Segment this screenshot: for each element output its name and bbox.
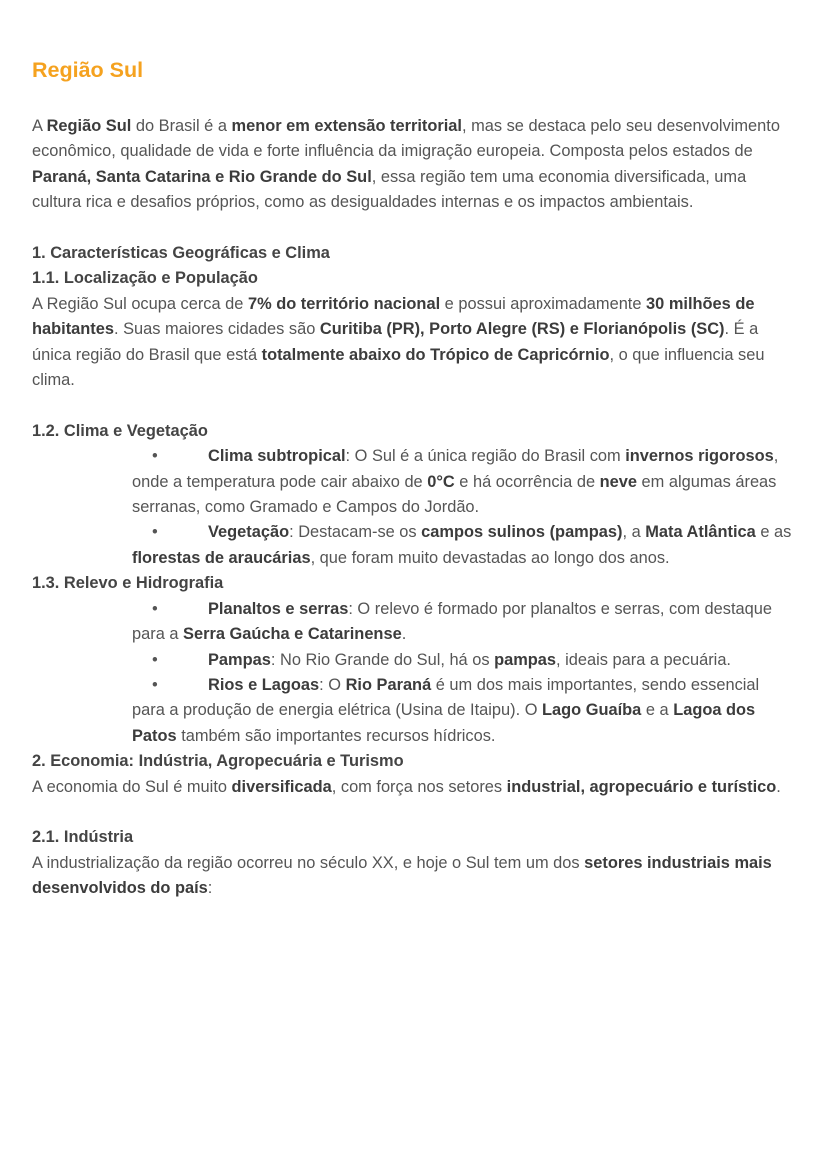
text: : No Rio Grande do Sul, há os [270,650,495,669]
industry-paragraph [32,851,796,902]
bold-text: florestas de araucárias [132,548,311,567]
list-item [32,444,796,520]
text: A Região Sul ocupa cerca de [32,294,248,313]
bold-text: 7% do território nacional [247,294,441,313]
bullet-icon: • [152,523,158,542]
page-title: Região Sul [32,58,144,82]
bold-text: 30 milhões de habitantes [32,294,755,339]
bold-text: Planaltos e serras [208,599,349,618]
text: : [207,879,213,898]
bold-text: 0°C [427,472,455,491]
section-heading-1: 1. Características Geográficas e Clima [32,244,330,263]
economy-paragraph [32,775,796,800]
text: . Suas maiores cidades são [113,320,320,339]
bold-text: totalmente abaixo do Trópico de Capricórnio [261,345,610,364]
text: , mas se destaca pelo seu desenvolvimento econômico, qualidade de vida e forte influência da imigração europeia. Composta pelos estados de [32,117,780,161]
text: . [401,625,407,644]
bold-text: Lagoa dos Patos [132,701,756,745]
text: A economia do Sul é muito [32,777,232,796]
bullet-icon: • [152,447,158,466]
text: : O Sul é a única região do Brasil com [345,447,626,466]
bold-text: Curitiba (PR), Porto Alegre (RS) e Florianópolis (SC) [319,320,725,339]
bold-text: Mata Atlântica [645,523,756,542]
section-heading-2: 2. Economia: Indústria, Agropecuária e Turismo [32,752,404,771]
bold-text: campos sulinos (pampas) [421,523,623,542]
intro-paragraph [32,114,796,216]
text: e as [755,523,792,542]
text: , com força nos setores [331,777,507,796]
text: e há ocorrência de [454,472,600,491]
relief-hydrography-list [32,597,796,749]
text: , o que influencia seu clima. [32,345,765,390]
text: : O [319,675,346,694]
bold-text: neve [599,472,637,491]
text: e possui aproximadamente [440,294,647,313]
bold-text: Clima subtropical [208,447,346,466]
bold-text: pampas [494,650,557,669]
bold-text: industrial, agropecuário e turístico [506,777,777,796]
section-heading-1-3: 1.3. Relevo e Hidrografia [32,574,224,593]
bullet-icon: • [152,599,158,618]
text: . [776,777,781,796]
list-item [32,673,796,749]
text: , ideais para a pecuária. [556,650,731,669]
bold-text: setores industriais mais desenvolvidos do país [32,853,772,898]
text: : O relevo é formado por planaltos e serras, com destaque para a [132,599,772,644]
text: também são importantes recursos hídricos. [176,726,496,745]
text: , onde a temperatura pode cair abaixo de [132,447,779,491]
bold-text: diversificada [231,777,332,796]
list-item [32,597,796,648]
text: em algumas áreas serranas, como Gramado e Campos do Jordão. [132,472,777,517]
list-item [32,648,796,673]
section-heading-2-1: 2.1. Indústria [32,828,134,847]
text: do Brasil é a [131,117,232,135]
section-heading-1-2: 1.2. Clima e Vegetação [32,421,208,440]
text: A [32,117,47,135]
bold-text: Região Sul [46,117,132,135]
bold-text: invernos rigorosos [625,447,774,466]
text: , essa região tem uma economia diversificada, uma cultura rica e desafios próprios, como as desigualdades internas e os impactos ambientais. [32,167,747,212]
bullet-icon: • [152,650,158,669]
bullet-icon: • [152,675,158,694]
text: é um dos mais importantes, sendo essencial para a produção de energia elétrica (Usina de Itaipu). O [132,675,760,720]
bold-text: Lago Guaíba [542,701,642,720]
bold-text: Serra Gaúcha e Catarinense [183,625,402,644]
bold-text: Paraná, Santa Catarina e Rio Grande do Sul [32,167,372,186]
bold-text: menor em extensão territorial [231,117,462,135]
text: : Destacam-se os [289,523,422,542]
text: . É a única região do Brasil que está [32,320,759,364]
text: , a [622,523,646,542]
text: A industrialização da região ocorreu no século XX, e hoje o Sul tem um dos [32,853,585,872]
bold-text: Rios e Lagoas [208,675,320,694]
text: e a [641,701,674,720]
bold-text: Vegetação [208,523,290,542]
climate-vegetation-list [32,444,796,571]
bold-text: Rio Paraná [345,675,432,694]
location-population-paragraph [32,292,796,394]
section-heading-1-1: 1.1. Localização e População [32,269,258,288]
text: , que foram muito devastadas ao longo dos anos. [310,548,670,567]
list-item [32,520,796,571]
bold-text: Pampas [208,650,271,669]
